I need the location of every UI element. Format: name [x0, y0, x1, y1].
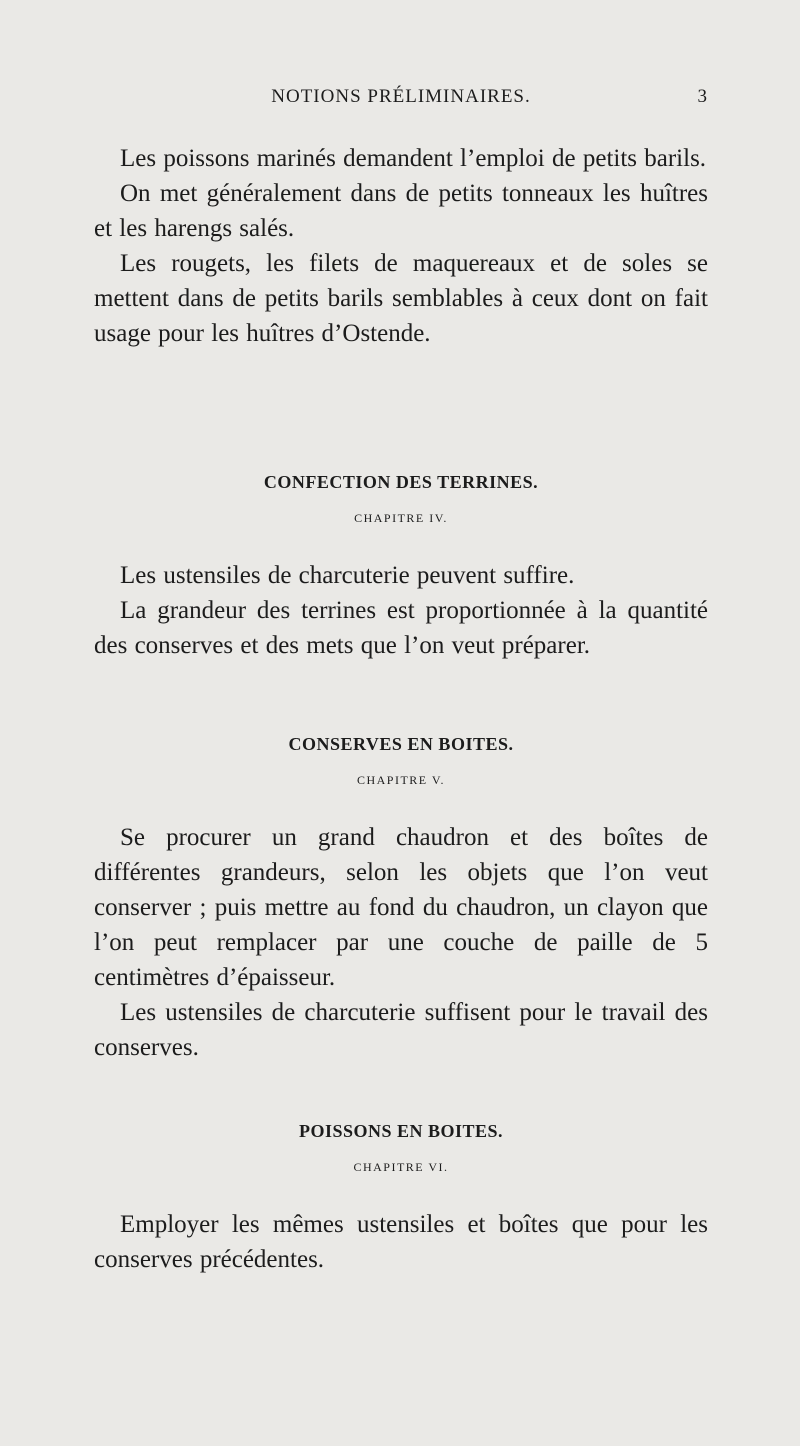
intro-text [94, 141, 708, 351]
page-number: 3 [697, 86, 708, 107]
section-title: CONFECTION DES TERRINES. [263, 472, 539, 492]
paragraph: On met généralement dans de petits tonneaux les huîtres et les harengs salés. [94, 180, 708, 242]
section-title: POISSONS EN BOITES. [298, 1121, 504, 1141]
chapter-label: CHAPITRE IV. [354, 511, 448, 525]
paragraph: La grandeur des terrines est proportionnée à la quantité des conserves et des mets que l’on veut préparer. [94, 597, 708, 659]
paragraph: Les rougets, les filets de maquereaux et de soles se mettent dans de petits barils semblables à ceux dont on fait usage pour les huîtres d’Ostende. [94, 250, 708, 347]
section-conserves [94, 734, 708, 1065]
paragraph: Se procurer un grand chaudron et des boîtes de différentes grandeurs, selon les objets que l’on veut conserver ; puis mettre au fond du chaudron, un clayon que l’on peut remplacer par une couche de paille de 5 centimètres d’épaisseur. [94, 824, 708, 991]
section-poissons [94, 1121, 708, 1277]
running-title: NOTIONS PRÉLIMINAIRES. [271, 86, 531, 107]
section-title: CONSERVES EN BOITES. [288, 734, 514, 754]
section-body [94, 558, 708, 663]
chapter-label: CHAPITRE V. [356, 773, 446, 787]
chapter-label: CHAPITRE VI. [353, 1160, 449, 1174]
paragraph: Les poissons marinés demandent l’emploi de petits barils. [120, 145, 707, 172]
section-body [94, 1207, 708, 1277]
page-header [94, 86, 708, 126]
paragraph: Les ustensiles de charcuterie suffisent pour le travail des conserves. [94, 999, 708, 1061]
section-body [94, 820, 708, 1065]
paragraph: Les ustensiles de charcuterie peuvent suffire. [120, 562, 575, 589]
section-terrines [94, 472, 708, 663]
paragraph: Employer les mêmes ustensiles et boîtes que pour les conserves précédentes. [94, 1211, 708, 1273]
